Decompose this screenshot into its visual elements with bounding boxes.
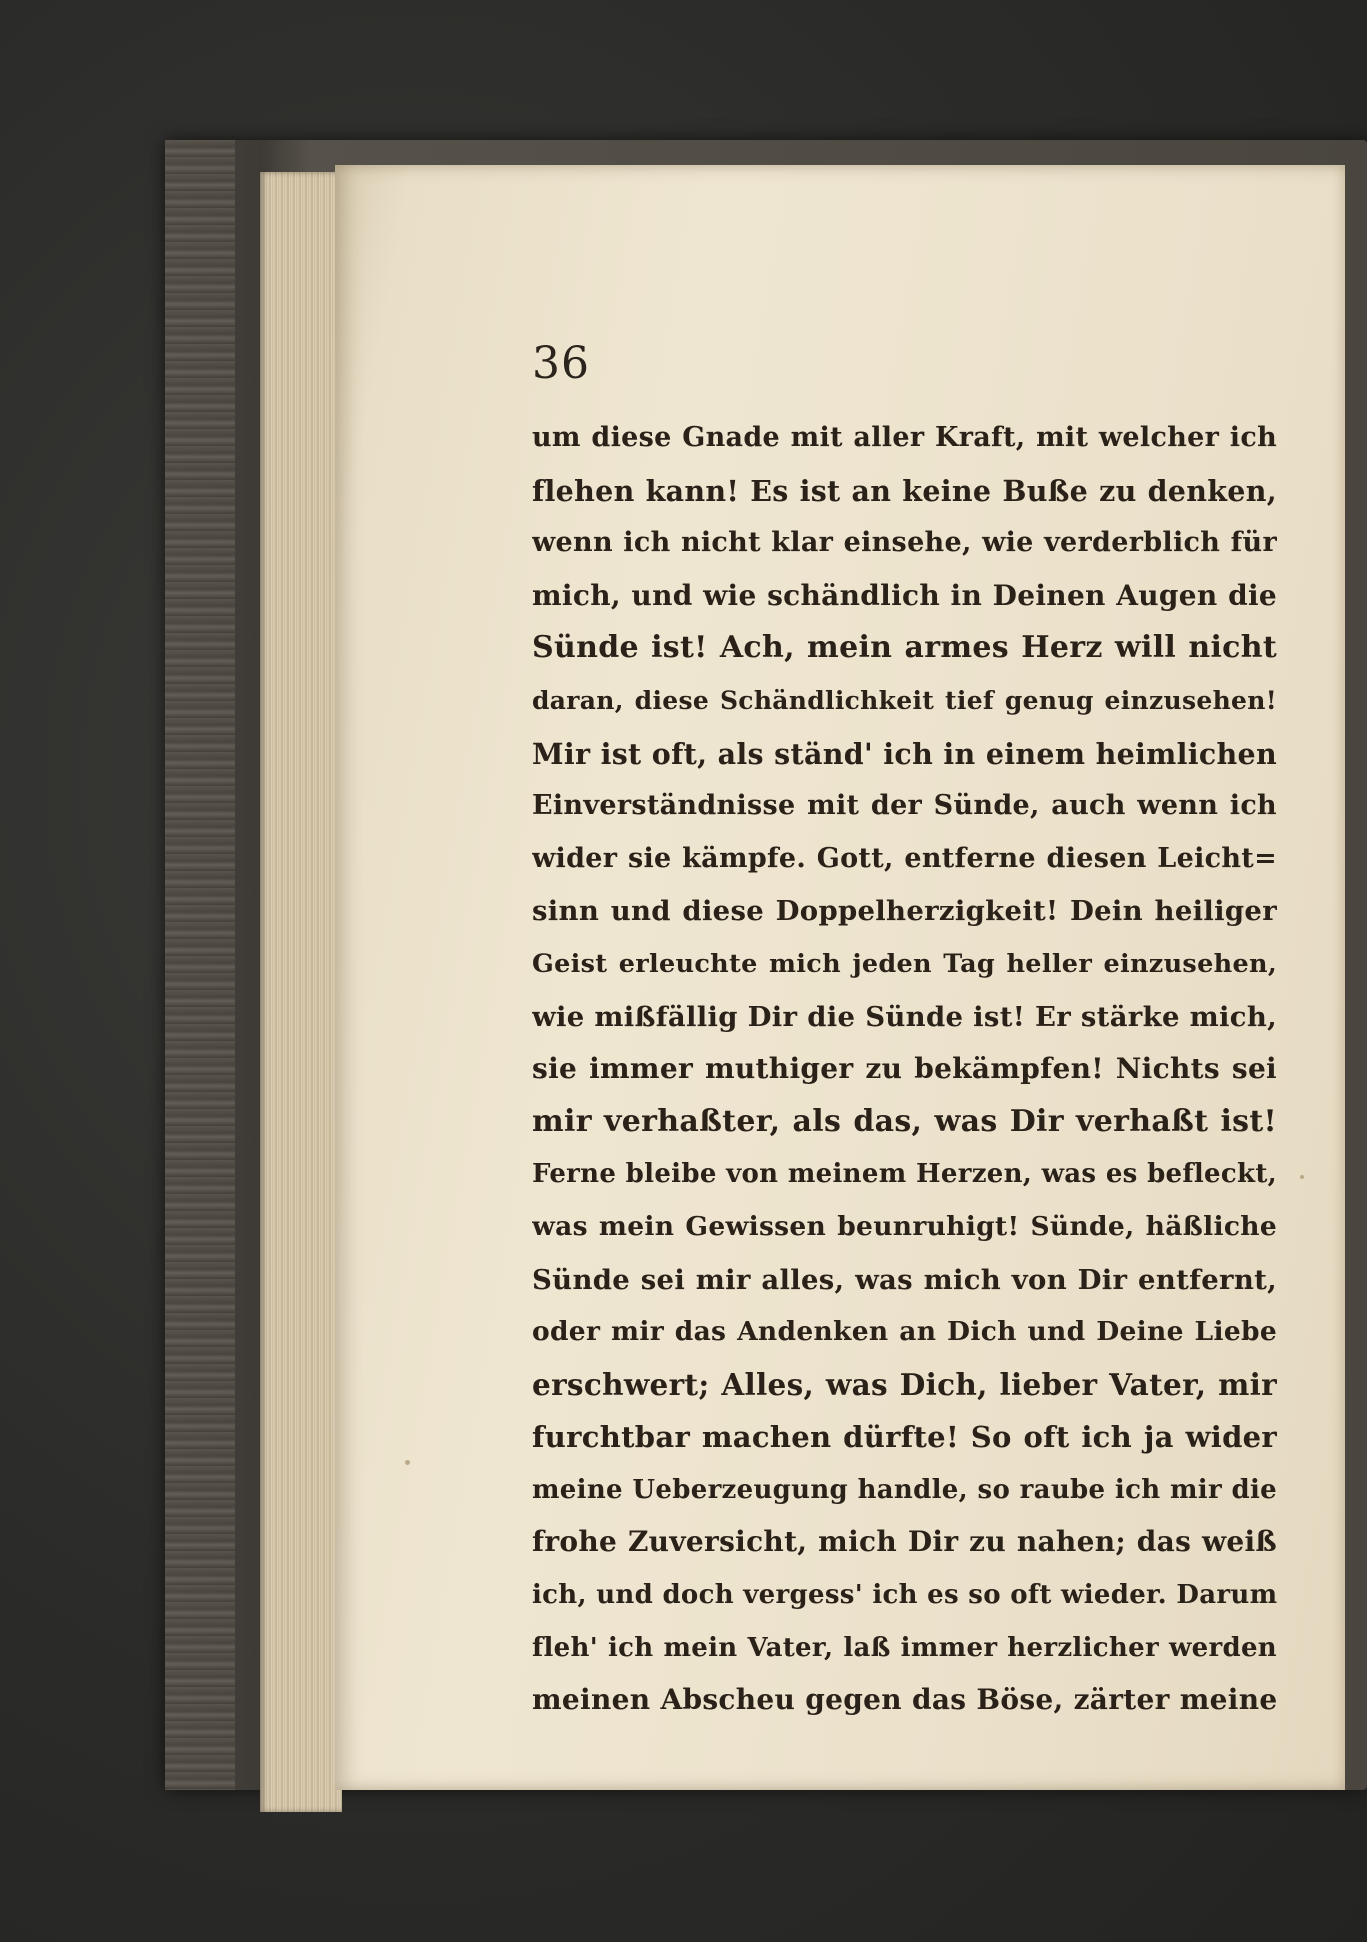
text-line: mir verhaßter, als das, was Dir verhaßt ist! <box>532 1103 1277 1139</box>
text-line: frohe Zuversicht, mich Dir zu nahen; das weiß <box>532 1525 1277 1559</box>
text-line: flehen kann! Es ist an keine Buße zu denken, <box>532 473 1277 508</box>
text-line: ich, und doch vergess' ich es so oft wieder. Darum <box>532 1580 1277 1611</box>
text-line: Mir ist oft, als ständ' ich in einem heimlichen <box>532 736 1277 771</box>
text-line: oder mir das Andenken an Dich und Deine Liebe <box>532 1316 1277 1348</box>
text-line: Einverständnisse mit der Sünde, auch wenn ich <box>532 790 1277 822</box>
text-line: um diese Gnade mit aller Kraft, mit welcher ich <box>532 422 1277 453</box>
text-line: erschwert; Alles, was Dich, lieber Vater, mir <box>532 1366 1277 1402</box>
text-line: meinen Abscheu gegen das Böse, zärter meine <box>532 1683 1277 1717</box>
text-line: was mein Gewissen beunruhigt! Sünde, häßliche <box>532 1210 1277 1242</box>
text-line: sinn und diese Doppelherzigkeit! Dein heiliger <box>532 895 1277 928</box>
page-number: 36 <box>532 338 590 389</box>
book-spine-edge <box>165 140 235 1790</box>
text-line: wie mißfällig Dir die Sünde ist! Er stärke mich, <box>532 1000 1277 1033</box>
text-line: mich, und wie schändlich in Deinen Augen die <box>532 578 1277 612</box>
page-block-edge <box>260 172 342 1812</box>
text-line: Sünde sei mir alles, was mich von Dir entfernt, <box>532 1263 1277 1296</box>
text-line: Geist erleuchte mich jeden Tag heller einzusehen, <box>532 948 1277 979</box>
text-line: sie immer muthiger zu bekämpfen! Nichts sei <box>532 1052 1277 1086</box>
text-line: Ferne bleibe von meinem Herzen, was es befleckt, <box>532 1159 1277 1190</box>
text-line: wider sie kämpfe. Gott, entferne diesen Leicht= <box>532 842 1277 874</box>
text-line: meine Ueberzeugung handle, so raube ich mir die <box>532 1474 1277 1505</box>
paper-speck <box>405 1460 410 1465</box>
text-line: wenn ich nicht klar einsehe, wie verderblich für <box>532 527 1277 559</box>
text-line: Sünde ist! Ach, mein armes Herz will nicht <box>532 630 1277 666</box>
text-line: furchtbar machen dürfte! So oft ich ja wider <box>532 1420 1277 1455</box>
text-line: fleh' ich mein Vater, laß immer herzlicher werden <box>532 1632 1277 1663</box>
text-line: daran, diese Schändlichkeit tief genug einzusehen! <box>532 685 1277 715</box>
paper-speck <box>1300 1175 1304 1179</box>
page-text <box>532 412 1277 1727</box>
